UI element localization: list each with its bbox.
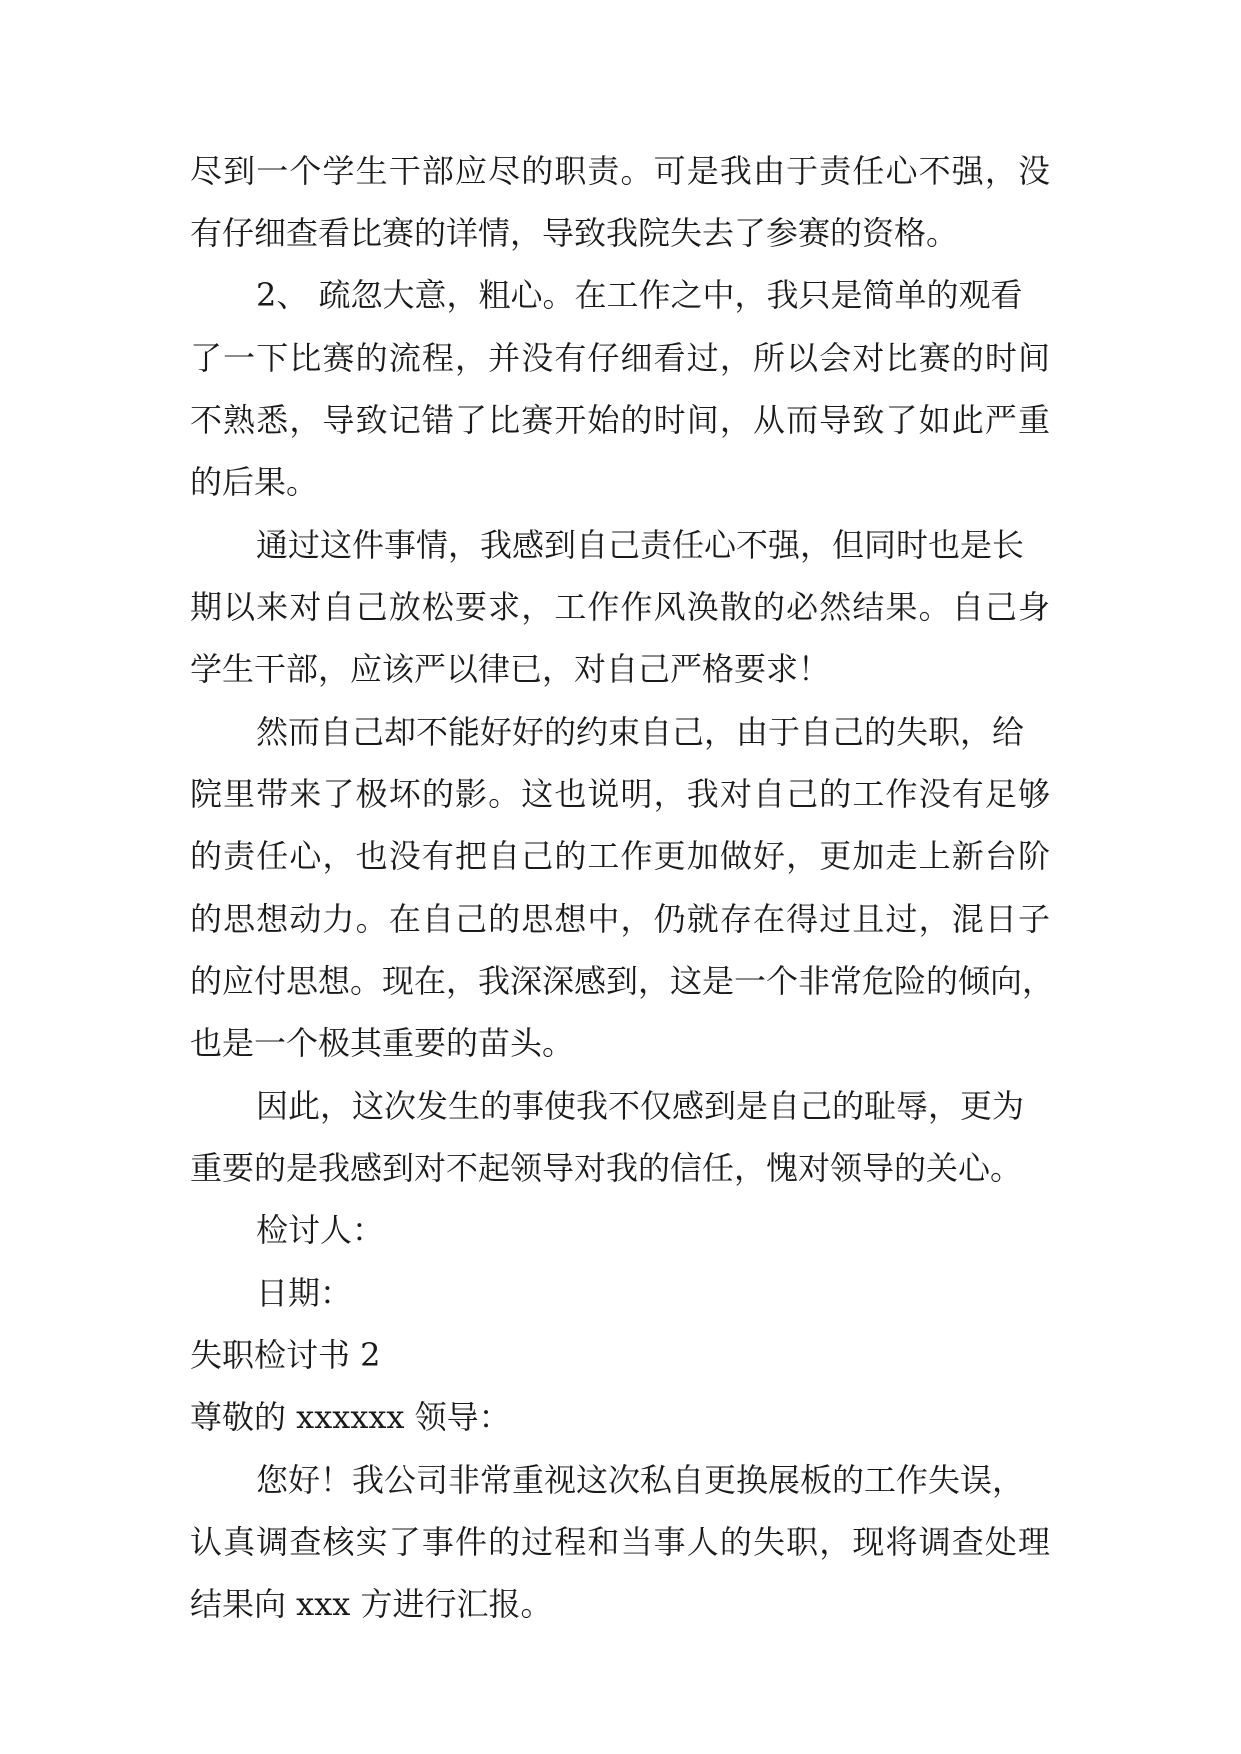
paragraph-line: 重要的是我感到对不起领导对我的信任，愧对领导的关心。 <box>190 1149 1023 1187</box>
paragraph-line: 2、 疏忽大意，粗心。在工作之中，我只是简单的观看 <box>256 276 1023 314</box>
paragraph-line: 的责任心，也没有把自己的工作更加做好，更加走上新台阶 <box>190 837 1050 875</box>
paragraph-line: 学生干部，应该严以律已，对自己严格要求！ <box>190 650 831 688</box>
paragraph-line: 期以来对自己放松要求，工作作风涣散的必然结果。自己身 <box>190 588 1050 626</box>
paragraph-line: 也是一个极其重要的苗头。 <box>190 1024 575 1062</box>
paragraph-line: 了一下比赛的流程，并没有仔细看过，所以会对比赛的时间 <box>190 339 1050 377</box>
date-label: 日期： <box>256 1274 353 1312</box>
paragraph-line: 的思想动力。在自己的思想中，仍就存在得过且过，混日子 <box>190 900 1050 938</box>
salutation: 尊敬的 xxxxxx 领导： <box>190 1398 511 1436</box>
paragraph-line: 不熟悉，导致记错了比赛开始的时间，从而导致了如此严重 <box>190 401 1050 439</box>
paragraph-line: 的应付思想。现在，我深深感到，这是一个非常危险的倾向， <box>190 962 1055 1000</box>
paragraph-line: 认真调查核实了事件的过程和当事人的失职，现将调查处理 <box>190 1523 1050 1561</box>
paragraph-line: 结果向 xxx 方进行汇报。 <box>190 1585 553 1623</box>
paragraph-line: 因此，这次发生的事使我不仅感到是自己的耻辱，更为 <box>256 1087 1025 1125</box>
section-title: 失职检讨书 2 <box>190 1336 381 1374</box>
paragraph-line: 通过这件事情，我感到自己责任心不强，但同时也是长 <box>256 526 1025 564</box>
signature-label: 检讨人： <box>256 1211 385 1249</box>
paragraph-line: 然而自己却不能好好的约束自己，由于自己的失职，给 <box>256 713 1025 751</box>
paragraph-line: 院里带来了极坏的影。这也说明，我对自己的工作没有足够 <box>190 775 1050 813</box>
paragraph-line: 的后果。 <box>190 463 319 501</box>
paragraph-line: 您好！我公司非常重视这次私自更换展板的工作失误， <box>256 1461 1025 1499</box>
paragraph-line: 有仔细查看比赛的详情，导致我院失去了参赛的资格。 <box>190 214 959 252</box>
paragraph-line: 尽到一个学生干部应尽的职责。可是我由于责任心不强，没 <box>190 152 1050 190</box>
